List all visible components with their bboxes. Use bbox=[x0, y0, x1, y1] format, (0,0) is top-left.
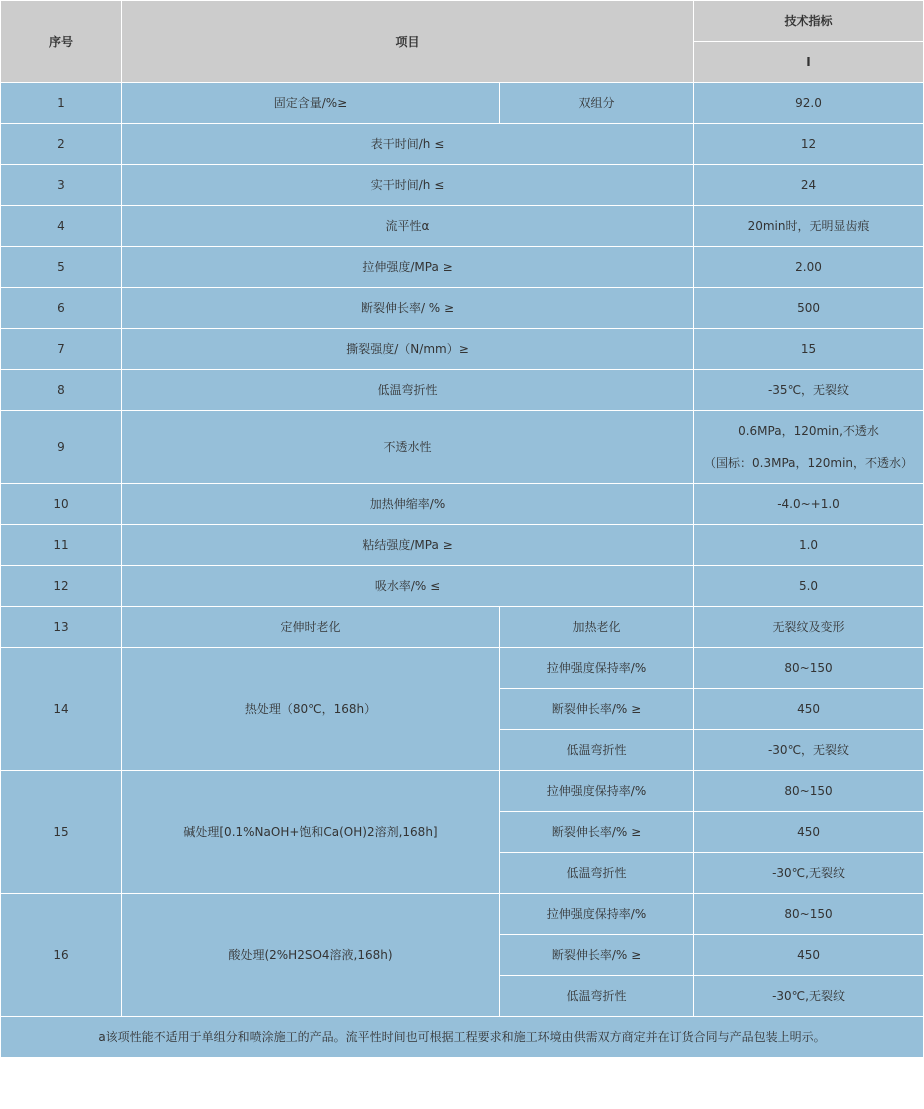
row-number: 3 bbox=[1, 165, 122, 206]
row-number: 9 bbox=[1, 411, 122, 484]
table-row bbox=[1, 206, 924, 247]
row-value: 500 bbox=[694, 288, 924, 329]
table-row bbox=[1, 607, 924, 648]
group-item: 酸处理(2%H2SO4溶液,168h) bbox=[122, 894, 500, 1017]
table-row bbox=[1, 411, 924, 484]
row-number: 13 bbox=[1, 607, 122, 648]
group-number: 15 bbox=[1, 771, 122, 894]
row-subitem: 双组分 bbox=[500, 83, 694, 124]
group-subitem: 断裂伸长率/% ≥ bbox=[500, 935, 694, 976]
table-row bbox=[1, 329, 924, 370]
group-subitem: 低温弯折性 bbox=[500, 853, 694, 894]
row-value: 5.0 bbox=[694, 566, 924, 607]
row-number: 10 bbox=[1, 484, 122, 525]
row-number: 5 bbox=[1, 247, 122, 288]
table-row bbox=[1, 566, 924, 607]
table-row bbox=[1, 525, 924, 566]
table-row bbox=[1, 83, 924, 124]
table-row bbox=[1, 771, 924, 812]
row-number: 6 bbox=[1, 288, 122, 329]
header-spec: 技术指标 bbox=[694, 1, 924, 42]
row-item: 断裂伸长率/ % ≥ bbox=[122, 288, 694, 329]
table-row bbox=[1, 247, 924, 288]
group-item: 碱处理[0.1%NaOH+饱和Ca(OH)2溶剂,168h] bbox=[122, 771, 500, 894]
row-number: 2 bbox=[1, 124, 122, 165]
table-row bbox=[1, 124, 924, 165]
row-subitem: 加热老化 bbox=[500, 607, 694, 648]
row-value: 24 bbox=[694, 165, 924, 206]
row-item: 撕裂强度/（N/mm）≥ bbox=[122, 329, 694, 370]
group-subitem: 断裂伸长率/% ≥ bbox=[500, 689, 694, 730]
group-number: 14 bbox=[1, 648, 122, 771]
row-item: 定伸时老化 bbox=[122, 607, 500, 648]
header-item: 项目 bbox=[122, 1, 694, 83]
table-row bbox=[1, 288, 924, 329]
group-value: -30℃,无裂纹 bbox=[694, 976, 924, 1017]
row-value: 15 bbox=[694, 329, 924, 370]
footnote: a该项性能不适用于单组分和喷涂施工的产品。流平性时间也可根据工程要求和施工环境由供需双方商定并在订货合同与产品包装上明示。 bbox=[1, 1017, 924, 1058]
group-item: 热处理（80℃，168h） bbox=[122, 648, 500, 771]
table-row bbox=[1, 894, 924, 935]
group-value: 80~150 bbox=[694, 771, 924, 812]
table-row bbox=[1, 165, 924, 206]
row-value-line-2: （国标：0.3MPa，120min，不透水） bbox=[704, 456, 914, 470]
group-subitem: 拉伸强度保持率/% bbox=[500, 648, 694, 689]
header-seq: 序号 bbox=[1, 1, 122, 83]
row-value: -35℃，无裂纹 bbox=[694, 370, 924, 411]
row-value: 2.00 bbox=[694, 247, 924, 288]
row-item: 低温弯折性 bbox=[122, 370, 694, 411]
row-value: 1.0 bbox=[694, 525, 924, 566]
row-item: 不透水性 bbox=[122, 411, 694, 484]
row-item: 拉伸强度/MPa ≥ bbox=[122, 247, 694, 288]
table-row bbox=[1, 484, 924, 525]
group-subitem: 拉伸强度保持率/% bbox=[500, 771, 694, 812]
group-subitem: 断裂伸长率/% ≥ bbox=[500, 812, 694, 853]
row-number: 12 bbox=[1, 566, 122, 607]
group-subitem: 低温弯折性 bbox=[500, 730, 694, 771]
row-value: 92.0 bbox=[694, 83, 924, 124]
row-item: 流平性α bbox=[122, 206, 694, 247]
group-number: 16 bbox=[1, 894, 122, 1017]
row-value-line-1: 0.6MPa，120min,不透水 bbox=[738, 424, 879, 438]
row-number: 7 bbox=[1, 329, 122, 370]
row-value: 无裂纹及变形 bbox=[694, 607, 924, 648]
row-item: 固定含量/%≥ bbox=[122, 83, 500, 124]
group-subitem: 拉伸强度保持率/% bbox=[500, 894, 694, 935]
group-value: 80~150 bbox=[694, 894, 924, 935]
group-value: -30℃,无裂纹 bbox=[694, 853, 924, 894]
spec-table-body bbox=[1, 1, 924, 1058]
row-item: 实干时间/h ≤ bbox=[122, 165, 694, 206]
row-item: 加热伸缩率/% bbox=[122, 484, 694, 525]
row-number: 11 bbox=[1, 525, 122, 566]
group-value: 450 bbox=[694, 689, 924, 730]
group-value: 80~150 bbox=[694, 648, 924, 689]
group-subitem: 低温弯折性 bbox=[500, 976, 694, 1017]
footnote-row bbox=[1, 1017, 924, 1058]
table-row bbox=[1, 648, 924, 689]
row-item: 粘结强度/MPa ≥ bbox=[122, 525, 694, 566]
header-row-1 bbox=[1, 1, 924, 42]
row-number: 4 bbox=[1, 206, 122, 247]
row-item: 吸水率/% ≤ bbox=[122, 566, 694, 607]
group-value: 450 bbox=[694, 812, 924, 853]
row-value: 20min时，无明显齿痕 bbox=[694, 206, 924, 247]
group-value: 450 bbox=[694, 935, 924, 976]
row-value: 12 bbox=[694, 124, 924, 165]
table-row bbox=[1, 370, 924, 411]
row-value bbox=[694, 411, 924, 484]
header-grade: I bbox=[694, 42, 924, 83]
row-value: -4.0~+1.0 bbox=[694, 484, 924, 525]
row-number: 1 bbox=[1, 83, 122, 124]
group-value: -30℃，无裂纹 bbox=[694, 730, 924, 771]
row-number: 8 bbox=[1, 370, 122, 411]
row-item: 表干时间/h ≤ bbox=[122, 124, 694, 165]
